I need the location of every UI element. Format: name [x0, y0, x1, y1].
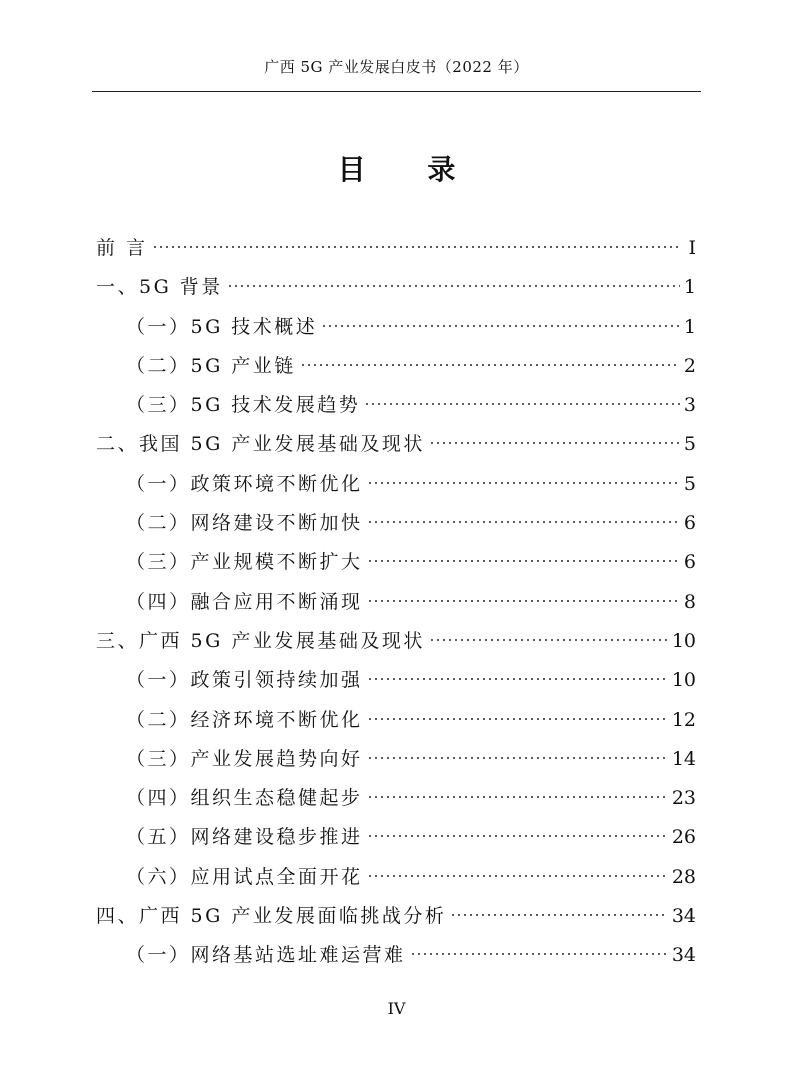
toc-entry-label: （四）组织生态稳健起步: [126, 787, 363, 810]
toc-entry-page: 8: [683, 590, 696, 613]
toc-entry-page: 34: [671, 944, 696, 967]
toc-list: [96, 229, 696, 976]
toc-entry-page: 28: [671, 865, 696, 888]
toc-entry-label: 三、广西 5G 产业发展基础及现状: [96, 629, 425, 652]
dot-leader: [429, 442, 680, 444]
toc-entry-page: 1: [683, 276, 696, 299]
dot-leader: [367, 560, 680, 562]
toc-entry[interactable]: [96, 897, 696, 936]
dot-leader: [300, 364, 680, 366]
toc-entry[interactable]: [96, 386, 696, 425]
toc-entry-page: 10: [671, 669, 696, 692]
toc-entry[interactable]: [96, 661, 696, 700]
dot-leader: [367, 482, 680, 484]
dot-leader: [152, 246, 682, 248]
toc-entry[interactable]: [96, 858, 696, 897]
toc-entry-page: 14: [671, 747, 696, 770]
dot-leader: [367, 678, 668, 680]
toc-entry-label: （二）经济环境不断优化: [126, 708, 363, 731]
toc-entry-page: 5: [683, 472, 696, 495]
toc-entry-label: （三）产业规模不断扩大: [126, 551, 363, 574]
toc-entry-label: （四）融合应用不断涌现: [126, 590, 363, 613]
toc-entry-label: （一）政策环境不断优化: [126, 472, 363, 495]
toc-entry-label: （一）网络基站选址难运营难: [126, 944, 406, 967]
toc-entry[interactable]: [96, 504, 696, 543]
toc-entry-label: （二）5G 产业链: [126, 354, 296, 377]
running-header: 广西 5G 产业发展白皮书（2022 年）: [264, 58, 529, 76]
toc-entry[interactable]: [96, 229, 696, 268]
toc-entry-label: 前 言: [96, 237, 148, 259]
toc-entry-label: （一）5G 技术概述: [126, 315, 318, 338]
dot-leader: [367, 796, 668, 798]
toc-entry[interactable]: [96, 543, 696, 582]
toc-entry-label: （五）网络建设稳步推进: [126, 826, 363, 849]
toc-entry[interactable]: [96, 308, 696, 347]
dot-leader: [367, 718, 668, 720]
toc-entry[interactable]: [96, 701, 696, 740]
toc-entry[interactable]: [96, 622, 696, 661]
toc-entry-label: （三）产业发展趋势向好: [126, 747, 363, 770]
toc-entry-label: （六）应用试点全面开花: [126, 865, 363, 888]
toc-entry-label: 一、5G 背景: [96, 276, 223, 299]
dot-leader: [367, 875, 668, 877]
toc-entry-page: 3: [683, 394, 696, 417]
toc-entry-page: 26: [671, 826, 696, 849]
dot-leader: [367, 835, 668, 837]
toc-entry[interactable]: [96, 465, 696, 504]
toc-entry-page: 6: [683, 551, 696, 574]
toc-entry-page: 1: [683, 315, 696, 338]
toc-entry[interactable]: [96, 936, 696, 975]
toc-entry-page: 34: [671, 905, 696, 928]
toc-entry-page: 5: [683, 433, 696, 456]
toc-entry-label: 二、我国 5G 产业发展基础及现状: [96, 433, 425, 456]
dot-leader: [429, 639, 668, 641]
toc-entry-page: 12: [671, 708, 696, 731]
dot-leader: [227, 285, 680, 287]
toc-entry-label: （二）网络建设不断加快: [126, 512, 363, 535]
dot-leader: [450, 914, 667, 916]
dot-leader: [367, 600, 680, 602]
toc-title: 目 录: [337, 153, 482, 186]
toc-entry-label: （三）5G 技术发展趋势: [126, 394, 361, 417]
toc-entry[interactable]: [96, 779, 696, 818]
dot-leader: [410, 953, 668, 955]
toc-entry-page: 6: [683, 512, 696, 535]
toc-entry[interactable]: [96, 583, 696, 622]
toc-entry[interactable]: [96, 425, 696, 464]
toc-entry-page: 23: [671, 787, 696, 810]
header-rule: [92, 91, 701, 92]
dot-leader: [367, 521, 680, 523]
toc-entry-page: 2: [683, 354, 696, 377]
dot-leader: [321, 325, 680, 327]
dot-leader: [364, 403, 680, 405]
page-number: IV: [387, 999, 406, 1018]
dot-leader: [367, 757, 668, 759]
toc-entry-page: 10: [671, 629, 696, 652]
toc-entry-page: I: [688, 237, 696, 259]
toc-entry[interactable]: [96, 740, 696, 779]
toc-entry-label: （一）政策引领持续加强: [126, 669, 363, 692]
toc-entry[interactable]: [96, 818, 696, 857]
toc-entry[interactable]: [96, 347, 696, 386]
toc-entry-label: 四、广西 5G 产业发展面临挑战分析: [96, 905, 447, 928]
toc-entry[interactable]: [96, 268, 696, 307]
